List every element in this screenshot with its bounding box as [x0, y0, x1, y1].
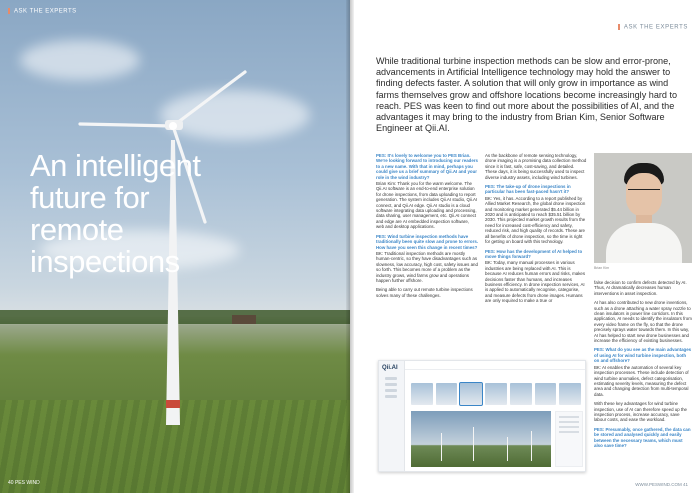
interview-answer: Being able to carry out remote turbine inspections solves many of these challenges.	[376, 287, 473, 298]
article-intro: While traditional turbine inspection methods can be slow and error-prone, advancements in Artificial Intelligence technology may hold the answer to finding defects faster. A solution that will only grow in importance as wind farms themselves grow and offshore locations become increasingly hard to reach. PES was keen to find out more about the possibilities of AI, and the advantages it may bring to the industry from Brian Kim, Senior Software Engineer at Qii.AI.	[376, 56, 678, 134]
interview-answer: As the backbone of remote sensing technology, drone imaging is a promising data collection method since it is fast, safe, cost-saving, and detailed. These days, it is being successfully used to inspect diverse industry assets, including wind turbines.	[485, 153, 587, 180]
interview-answer: With these key advantages for wind turbine inspection, use of AI can therefore speed up the inspection process, increase accuracy, save labour costs, and ease the workload.	[594, 401, 687, 423]
interview-question: PES: How has the development of AI helped to move things forward?	[485, 248, 583, 259]
app-sidebar	[379, 361, 405, 472]
interviewee-portrait	[594, 153, 692, 263]
image-thumbnail-strip	[411, 383, 581, 405]
portrait-caption: Brian Kim	[594, 266, 610, 270]
section-marker	[618, 24, 620, 30]
interview-answer: BK: AI enables the automation of several key inspection processes. These include detection of wind turbine anomalies, defect categorisation, estimating severity levels, measuring the defect area and changing detection from multi-temporal data.	[594, 364, 689, 397]
right-page-article	[354, 0, 700, 493]
interview-question: PES: The take-up of drone inspections in particular has been fast-paced hasn't it?	[485, 184, 571, 195]
page-folio: WWW.PESWIND.COM 41	[635, 482, 688, 487]
section-label: ASK THE EXPERTS	[618, 24, 688, 31]
section-label: ASK THE EXPERTS	[8, 8, 77, 15]
article-headline: An intelligent future for remote inspections	[30, 148, 201, 279]
app-detail-panel	[555, 411, 583, 467]
interview-answer: false decision to confirm defects detected by AI. Thus, AI dramatically decreases human interventions in asset inspection.	[594, 280, 687, 296]
section-marker	[8, 8, 10, 14]
interview-question: PES: What do you see as the main advantages of using AI for wind turbine inspection, both on and offshore?	[594, 347, 692, 364]
interview-answer: BK: Yes, it has. According to a report published by Allied Market Research, the global drone inspection and monitoring market generated $5.44 billion in 2020 and is anticipated to reach $35.51 billion by 2030. This projected market growth results from the need for increased cost-efficiency and safety, reduced risk, and high quality of records. These are all benefits of drone inspection, so the time is right for getting on board with this technology.	[485, 195, 586, 245]
interview-answer: BK: Today, many manual processes in various industries are being replaced with AI. This is because AI reduces human errors and risks, makes decisions faster than humans, and increases business efficiency. In drone inspection services, AI is applied to automatically recognise, categorise, and measure defects from drone images. Humans are only required to make a true or	[485, 260, 586, 304]
interview-question: PES: Wind turbine inspection methods have traditionally been quite slow and prone to errors. How have you seen this change in recent times?	[376, 233, 478, 250]
interview-answer: AI has also contributed to new drone inventions, such as a drone attaching a water spray nozzle to clean insulators in power line corridors. In this application, AI needs to identify the insulators from every video frame on the fly, so that the drone precisely sprays water towards them. In this way, AI has helped to start new drone businesses and increase the efficiency of existing businesses.	[594, 300, 692, 344]
interview-question: PES: Presumably, once gathered, the data can be stored and analysed quickly and easily between the necessary teams, which must also save time?	[594, 426, 691, 448]
text-column-2	[485, 153, 587, 308]
page-folio: 40 PES WIND	[8, 480, 40, 486]
text-column-3	[594, 280, 692, 449]
text-column-1	[376, 153, 478, 302]
interview-answer: BK: Traditional inspection methods are mostly human-centric, so they have disadvantages such as slowness, low accuracy, high cost, safety issues and so forth. This becomes more of a problem as the industry grows, wind farms grow and operations happen further offshore.	[376, 250, 478, 283]
page-gutter	[346, 0, 354, 493]
interview-question: PES: It's lovely to welcome you to PES Brian. We're looking forward to introducing our readers to a new name. With that in mind, perhaps you could give us a brief summary of Qii.AI and your role in the wind industry?	[376, 153, 478, 180]
inspection-image-view	[411, 411, 551, 467]
interview-answer: Brian Kim: Thank you for the warm welcome. The Qii.AI software is an end-to-end enterprise solution for drone inspections, from data uploading to report generation. The system includes Qii.AI studio, Qii.AI connect, and Qii.AI edge. Qii.AI studio is a cloud software integrating data uploading and processing, data sharing, user management, etc. Qii.AI connect and edge are AI embedded inspection software, web and desktop applications.	[376, 181, 478, 230]
software-screenshot	[378, 360, 586, 472]
app-topbar	[405, 361, 586, 370]
app-logo: Qii.AI	[382, 365, 398, 371]
